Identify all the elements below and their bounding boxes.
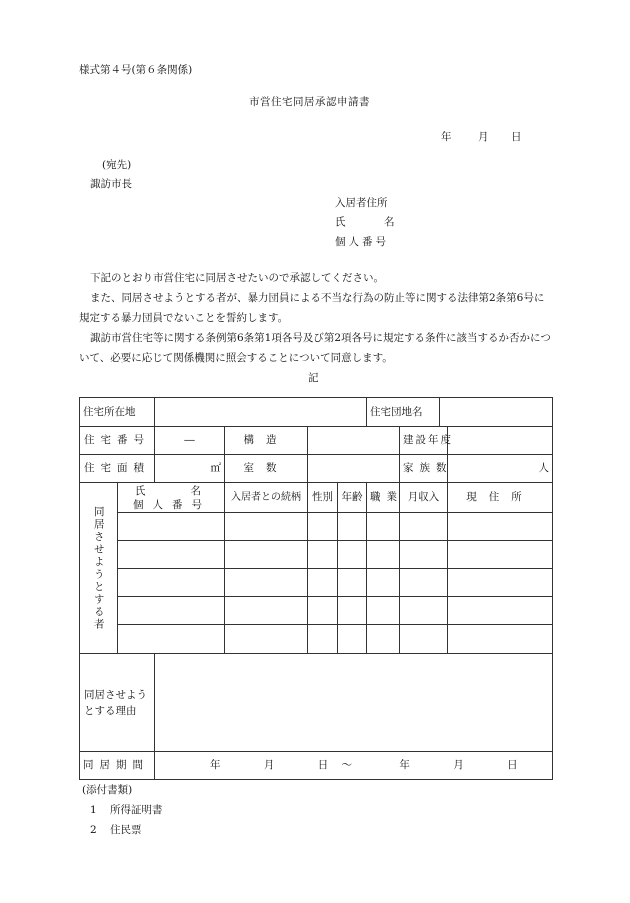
cohabit-row (80, 541, 553, 569)
addressee-prefix: (宛先) (102, 159, 132, 171)
id-header: 個人番号 (133, 498, 211, 511)
attachment-text: 住民票 (110, 824, 142, 836)
cohabit-job-cell[interactable] (367, 597, 400, 625)
relation-header: 入居者との続柄 (225, 483, 308, 513)
cohabit-job-cell[interactable] (367, 513, 400, 541)
applicant-id-label: 個人番号 (335, 236, 389, 248)
body-text (79, 268, 554, 368)
period-month-2: 月 (453, 759, 464, 772)
cohabit-relation-cell[interactable] (225, 513, 308, 541)
number-label: 住宅番号 (84, 434, 150, 447)
attachment-num: 2 (90, 824, 97, 836)
rooms-label-cell (225, 455, 308, 483)
cohabit-row (80, 597, 553, 625)
date-year-label: 年 (441, 131, 452, 143)
location-label-cell (80, 398, 155, 427)
complex-value[interactable] (440, 398, 553, 427)
location-label: 住宅所在地 (83, 405, 136, 418)
name-header-1: 氏 (135, 484, 146, 497)
year-label-cell (400, 427, 453, 455)
cohabit-income-cell[interactable] (400, 541, 448, 569)
cohabit-job-cell[interactable] (367, 625, 400, 654)
cohabit-row (80, 513, 553, 541)
family-unit: 人 (538, 462, 550, 475)
cohabit-label: 同居させようとする者 (92, 505, 105, 631)
ki-marker: 記 (308, 372, 319, 384)
period-year-2: 年 (399, 759, 410, 772)
complex-label-cell (367, 398, 440, 427)
period-month-1: 月 (263, 759, 275, 772)
reason-value[interactable] (155, 654, 553, 752)
applicant-address-label: 入居者住所 (335, 197, 388, 209)
cohabit-relation-cell[interactable] (225, 597, 308, 625)
application-table (79, 397, 553, 780)
location-value[interactable] (155, 398, 367, 427)
cohabit-name-cell[interactable] (118, 625, 225, 654)
year-value[interactable] (448, 427, 553, 455)
attachment-item-2 (90, 824, 142, 837)
cohabit-income-cell[interactable] (400, 569, 448, 597)
cohabit-name-cell[interactable] (118, 513, 225, 541)
year-label: 建設年度 (403, 434, 453, 447)
addressee-name: 諏訪市長 (90, 178, 132, 190)
job-header: 職業 (367, 483, 400, 513)
cohabit-relation-cell[interactable] (225, 541, 308, 569)
cohabit-address-cell[interactable] (448, 625, 553, 654)
area-unit: ㎡ (210, 462, 221, 475)
cohabit-name-cell[interactable] (118, 597, 225, 625)
name-header-2: 名 (190, 484, 201, 497)
cohabit-sex-cell[interactable] (308, 513, 338, 541)
date-month-label: 月 (478, 131, 489, 143)
reason-label-cell (80, 654, 155, 752)
applicant-name-label-2: 名 (384, 216, 395, 228)
period-label-cell (80, 752, 155, 780)
cohabit-sex-cell[interactable] (308, 541, 338, 569)
number-value[interactable]: ― (155, 427, 225, 455)
date-day-label: 日 (511, 131, 522, 143)
reason-label: 同居させようとする理由 (84, 688, 147, 717)
applicant-name-label-1: 氏 (335, 216, 346, 228)
age-header: 年齢 (338, 483, 367, 513)
cohabit-relation-cell[interactable] (225, 625, 308, 654)
attachments-heading: (添付書類) (82, 784, 133, 796)
address-header: 現住所 (448, 483, 553, 513)
attachment-text: 所得証明書 (110, 804, 163, 816)
rooms-value[interactable] (308, 455, 400, 483)
structure-label: 構造 (243, 434, 289, 447)
structure-label-cell (225, 427, 308, 455)
income-header: 月収入 (400, 483, 448, 513)
cohabit-age-cell[interactable] (338, 569, 367, 597)
area-label: 住宅面積 (84, 462, 150, 475)
attachment-item-1 (90, 804, 163, 817)
cohabit-address-cell[interactable] (448, 597, 553, 625)
area-value[interactable] (155, 455, 225, 483)
family-label-cell (400, 455, 453, 483)
family-label: 家族数 (403, 462, 453, 475)
cohabit-job-cell[interactable] (367, 569, 400, 597)
cohabit-label-cell (80, 483, 118, 654)
period-day-1: 日 (317, 759, 329, 772)
cohabit-row (80, 625, 553, 654)
cohabit-age-cell[interactable] (338, 541, 367, 569)
period-day-2: 日 (507, 759, 518, 772)
form-number: 様式第４号(第６条関係) (79, 64, 193, 76)
body-paragraph-2: また、同居させようとする者が、暴力団員による不当な行為の防止等に関する法律第2条第6号に規定する暴力団員でないことを誓約します。 (79, 292, 545, 324)
cohabit-row (80, 569, 553, 597)
cohabit-income-cell[interactable] (400, 625, 448, 654)
cohabit-sex-cell[interactable] (308, 625, 338, 654)
period-tilde: ～ (341, 759, 353, 772)
name-id-header (118, 483, 225, 513)
cohabit-age-cell[interactable] (338, 625, 367, 654)
area-label-cell (80, 455, 155, 483)
cohabit-name-cell[interactable] (118, 569, 225, 597)
cohabit-address-cell[interactable] (448, 541, 553, 569)
rooms-label: 室数 (243, 462, 289, 475)
cohabit-age-cell[interactable] (338, 597, 367, 625)
cohabit-income-cell[interactable] (400, 597, 448, 625)
cohabit-job-cell[interactable] (367, 541, 400, 569)
cohabit-age-cell[interactable] (338, 513, 367, 541)
complex-label: 住宅団地名 (370, 405, 423, 418)
cohabit-address-cell[interactable] (448, 569, 553, 597)
cohabit-sex-cell[interactable] (308, 569, 338, 597)
attachment-num: 1 (90, 804, 97, 816)
cohabit-relation-cell[interactable] (225, 569, 308, 597)
body-paragraph-1: 下記のとおり市営住宅に同居させたいので承認してください。 (90, 272, 384, 284)
cohabit-address-cell[interactable] (448, 513, 553, 541)
period-year-1: 年 (210, 759, 221, 772)
structure-value[interactable] (308, 427, 400, 455)
body-paragraph-3: 諏訪市営住宅等に関する条例第6条第1項各号及び第2項各号に規定する条件に該当するか否かについて、必要に応じて関係機関に照会することについて同意します。 (79, 332, 551, 364)
period-value[interactable] (155, 752, 553, 780)
page-title: 市営住宅同居承認申請書 (249, 96, 370, 108)
period-label: 同居期間 (83, 759, 149, 772)
cohabit-income-cell[interactable] (400, 513, 448, 541)
family-value[interactable] (448, 455, 553, 483)
cohabit-sex-cell[interactable] (308, 597, 338, 625)
sex-header: 性別 (308, 483, 338, 513)
number-label-cell (80, 427, 155, 455)
cohabit-name-cell[interactable] (118, 541, 225, 569)
